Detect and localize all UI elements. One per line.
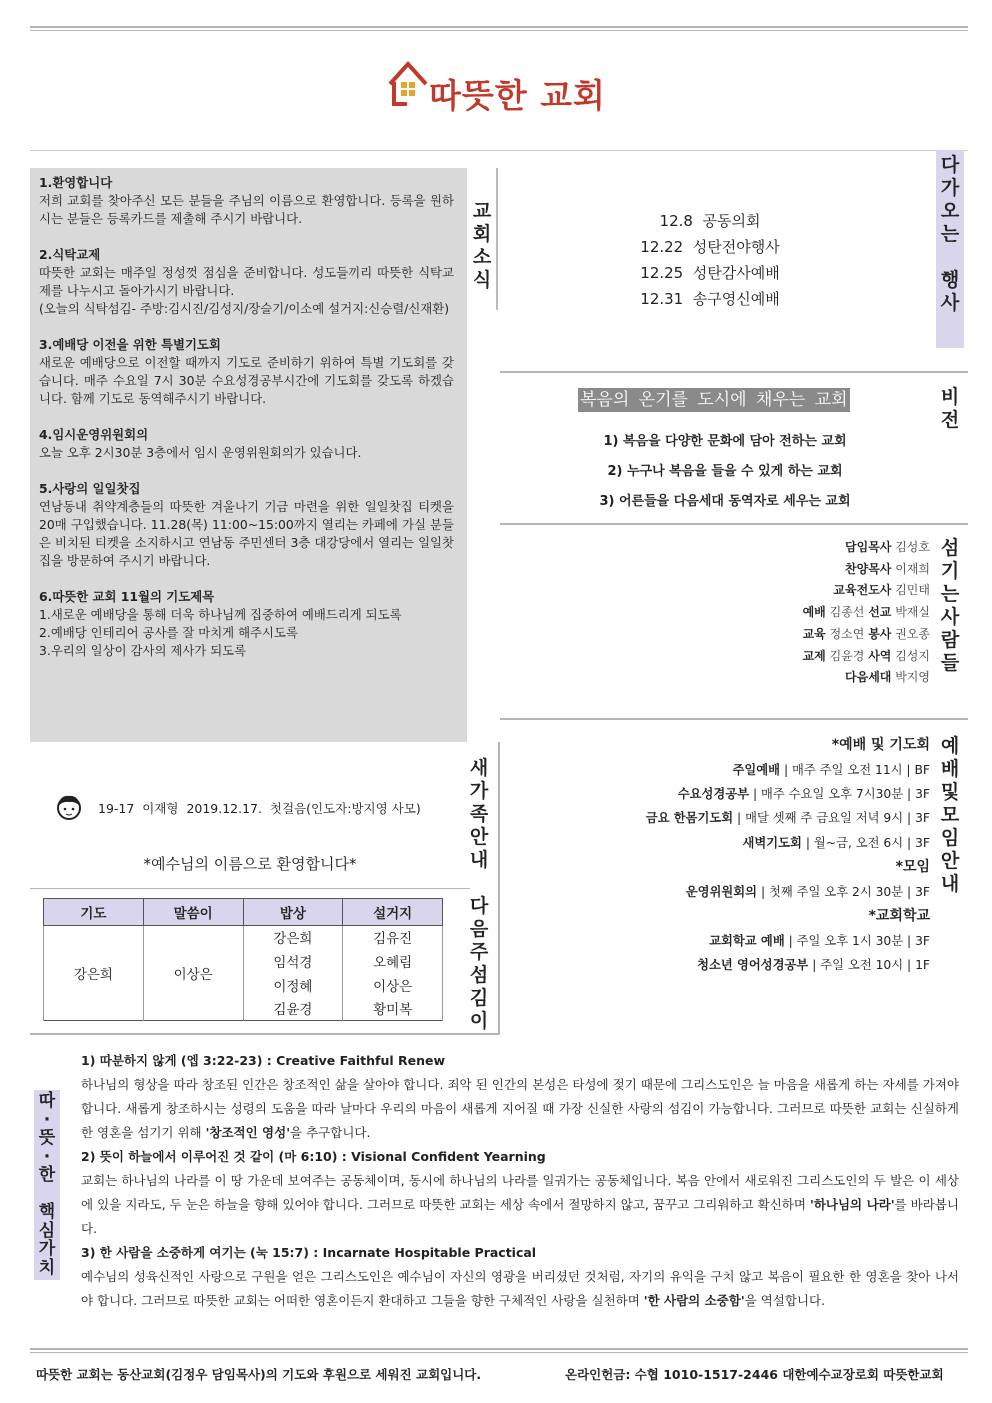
news-item [39, 174, 454, 228]
staff-role: 예배 [802, 605, 826, 620]
worship-row [560, 929, 930, 953]
news-label: 교 회 소 식 [468, 200, 496, 308]
staff-row [600, 537, 930, 559]
worship-detail: | 매주 주일 오전 11시 | BF [780, 763, 930, 777]
staff-row [600, 624, 930, 646]
staff-name: 김종선 [829, 605, 865, 620]
word-cell: 이상은 [143, 926, 243, 1021]
vision-list [500, 427, 950, 517]
header-divider [30, 150, 968, 151]
center-divider [498, 742, 500, 1034]
footer-right: 온라인헌금: 수협 1010-1517-2446 대한예수교장로회 따뜻한교회 [565, 1367, 944, 1382]
values-list [81, 1049, 959, 1313]
header-dishes: 설거지 [343, 899, 443, 926]
news-item-body: 오늘 오후 2시30분 3층에서 임시 운영위원회의가 있습니다. [39, 445, 362, 460]
newfamily-welcome: *예수님의 이름으로 환영합니다* [143, 855, 357, 873]
worship-detail: | 매달 셋째 주 금요일 저녁 9시 | 3F [733, 811, 930, 826]
staff-role: 교육전도사 [833, 583, 892, 598]
staff-role: 교제 [802, 648, 826, 663]
value-body-emphasis: '하나님의 나라' [810, 1197, 895, 1212]
top-rule-thin [30, 30, 968, 31]
news-item-title: 6.따뜻한 교회 11월의 기도제목 [39, 589, 215, 604]
worship-section-heading: *예배 및 기도회 [831, 737, 930, 753]
event-item: 12.31 송구영신예배 [640, 290, 780, 308]
value-body [81, 1265, 959, 1313]
meal-cell: 김윤경 [243, 997, 343, 1021]
worship-name: 청소년 영어성경공부 [697, 958, 809, 973]
staff-name: 김성지 [895, 648, 930, 663]
worship-row [560, 806, 930, 830]
staff-name: 박재실 [895, 605, 930, 620]
nextservice-top-rule [30, 888, 470, 889]
events-label: 다 가 오 는 행 사 [936, 150, 964, 348]
dishes-cell: 이상은 [343, 973, 443, 997]
staff-name: 이재희 [895, 561, 930, 576]
news-item-title: 3.예배당 이전을 위한 특별기도회 [39, 337, 221, 352]
value-body-text: 예수님의 성육신적인 사랑으로 구원을 얻은 그리스도인은 예수님이 자신의 영광을 버리셨던 것처럼, 자기의 유익을 구치 않고 복음이 필요한 한 영혼을 찾아 나서야 합니다. 그러므로 따뜻한 교회는 어떠한 영혼이든지 환대하고 그들을 향한 구체적인 사랑을 실천하며 [81, 1269, 959, 1308]
vision-item: 1) 복음을 다양한 문화에 담아 전하는 교회 [603, 434, 847, 449]
news-item-title: 4.임시운영위원회의 [39, 427, 149, 442]
header-meal: 밥상 [243, 899, 343, 926]
news-item-title: 2.식탁교제 [39, 247, 101, 262]
news-item-body: 따뜻한 교회는 매주일 정성껏 점심을 준비합니다. 성도들끼리 따뜻한 식탁교제를 나누시고 돌아가시기 바랍니다. (오늘의 식탁섬김- 주방:김시진/김성지/장슬기/이소예 설거지:신승렬/신재환) [39, 265, 454, 316]
logo-text: 따뜻한 교회 [429, 76, 606, 115]
staff-role: 교육 [802, 626, 826, 641]
staff-list [600, 537, 930, 689]
events-list [500, 208, 920, 312]
staff-row [600, 602, 930, 624]
header-word: 말씀이 [143, 899, 243, 926]
staff-label: 섬 기 는 사 람 들 [940, 537, 960, 674]
worship-label: 예 배 및 모 임 안 내 [940, 735, 960, 895]
value-body-text: 을 역설합니다. [744, 1293, 826, 1308]
value-body [81, 1073, 959, 1145]
bottom-rule-thin [30, 1352, 968, 1353]
worship-row [560, 758, 930, 782]
worship-section-heading: *모임 [895, 858, 930, 875]
meal-cell: 강은희 [243, 926, 343, 949]
event-item: 12.8 공동의회 [659, 212, 761, 230]
worship-detail: | 매주 수요일 오후 7시30분 | 3F [749, 787, 930, 802]
worship-row [560, 880, 930, 904]
top-rule [30, 26, 968, 28]
vision-label: 비 전 [940, 386, 960, 431]
worship-row [560, 782, 930, 806]
value-body-emphasis: '창조적인 영성' [205, 1125, 291, 1140]
news-list [39, 174, 454, 678]
event-item: 12.25 성탄감사예배 [640, 264, 780, 282]
worship-name: 수요성경공부 [677, 787, 750, 802]
nextservice-table [43, 898, 443, 1021]
meal-cell: 임석경 [243, 949, 343, 973]
value-body-emphasis: '한 사람의 소중함' [643, 1293, 745, 1308]
worship-detail: | 첫째 주일 오후 2시 30분 | 3F [757, 884, 930, 899]
value-body-text: 을 추구합니다. [290, 1125, 371, 1140]
bottom-rule [30, 1348, 968, 1350]
nextservice-label: 다 음 주 섬 김 이 [469, 895, 489, 1032]
news-item [39, 246, 454, 318]
staff-name: 권오종 [895, 626, 930, 641]
event-item: 12.22 성탄전야행사 [640, 238, 780, 256]
staff-row [600, 646, 930, 668]
church-logo [385, 58, 615, 114]
news-item [39, 336, 454, 408]
house-icon [385, 58, 431, 110]
value-body [81, 1169, 959, 1241]
meal-cell: 이정혜 [243, 973, 343, 997]
header-prayer: 기도 [44, 899, 144, 926]
news-item-title: 1.환영합니다 [39, 175, 113, 190]
news-item-body: 연남동내 취약계층들의 따뜻한 겨울나기 기금 마련을 위한 일일찻집 티켓을 20매 구입했습니다. 11.28(목) 11:00~15:00까지 열리는 카페에 가실 분들은 비치된 티켓을 소지하시고 연남동 주민센터 3층 대강당에서 열리는 일일찻집을 방문하여 주시기 바랍니다. [39, 499, 454, 568]
newfamily-label: 새 가 족 안 내 [469, 757, 489, 871]
news-item [39, 588, 454, 660]
worship-detail: | 주일 오후 1시 30분 | 3F [784, 934, 930, 949]
worship-detail: | 월~금, 오전 6시 | 3F [801, 835, 930, 850]
staff-name: 김성호 [895, 540, 930, 554]
staff-role: 봉사 [868, 626, 892, 641]
staff-name: 정소연 [829, 626, 865, 641]
staff-row [600, 559, 930, 581]
worship-row [560, 831, 930, 855]
staff-role: 찬양목사 [845, 561, 892, 576]
values-label: 따 · 뜻 · 한 핵 심 가 치 [34, 1090, 60, 1280]
staff-role: 담임목사 [845, 540, 892, 554]
news-item-title: 5.사랑의 일일찻집 [39, 481, 141, 496]
vision-item: 3) 어른들을 다음세대 동역자로 세우는 교회 [599, 494, 851, 509]
staff-role: 다음세대 [845, 670, 892, 685]
staff-name: 김민태 [895, 583, 930, 598]
staff-name: 박지영 [895, 670, 930, 685]
vision-divider [500, 523, 968, 525]
news-label-rule [496, 168, 498, 310]
worship-name: 주일예배 [732, 763, 781, 777]
worship-section-heading: *교회학교 [868, 908, 930, 925]
value-body-text: 교회는 하나님의 나라를 이 땅 가운데 보여주는 공동체이며, 동시에 하나님의 나라를 일궈가는 공동체입니다. 복음 안에서 새로워진 그리스도인의 두 발은 이 세상에 있을 지라도, 두 눈은 하늘을 향해 있어야 합니다. 그러므로 따뜻한 교회는 세상 속에서 절망하지 않고, 꿈꾸고 그리워하고 확신하며 [81, 1173, 959, 1212]
worship-name: 운영위원회의 [685, 884, 758, 899]
staff-divider [500, 718, 968, 720]
footer-left: 따뜻한 교회는 동산교회(김정우 담임목사)의 기도와 후원으로 세워진 교회입니다. [36, 1367, 482, 1382]
worship-name: 금요 한몸기도회 [645, 811, 734, 826]
dishes-cell: 오혜림 [343, 949, 443, 973]
nextservice-bottom-rule [30, 1033, 500, 1035]
worship-list [560, 733, 930, 977]
vision-item: 2) 누구나 복음을 들을 수 있게 하는 교회 [607, 464, 843, 479]
news-item [39, 426, 454, 462]
staff-name: 김윤경 [829, 648, 865, 663]
news-item-body: 1.새로운 예배당을 통해 더욱 하나님께 집중하여 예배드리게 되도록 2.예배당 인테리어 공사를 잘 마치게 해주시도록 3.우리의 일상이 감사의 제사가 되도록 [39, 607, 402, 658]
news-item-body: 새로운 예배당으로 이전할 때까지 기도로 준비하기 위하여 특별 기도회를 갖습니다. 매주 수요일 7시 30분 수요성경공부시간에 기도회를 갖도록 하겠습니다. 함께 기도로 동역해주시기 바랍니다. [39, 355, 454, 406]
events-divider [500, 371, 968, 373]
prayer-cell: 강은희 [44, 926, 144, 1021]
worship-detail: | 주일 오전 10시 | 1F [808, 958, 930, 973]
person-face-icon [56, 793, 82, 821]
worship-name: 새벽기도회 [742, 835, 802, 850]
value-body-text: 하나님의 형상을 따라 창조된 인간은 창조적인 삶을 살아야 합니다. 죄악 된 인간의 본성은 타성에 젖기 때문에 그리스도인은 늘 마음을 새롭게 하는 자세를 가져야합니다. 새롭게 창조하시는 성령의 도움을 따라 날마다 우리의 마음이 새롭게 지어질 때 가장 신실한 사랑의 섬김이 가능합니다. 그러므로 따뜻한 교회는 신실하게 한 영혼을 섬기기 위해 [81, 1077, 959, 1140]
value-title: 2) 뜻이 하늘에서 이루어진 것 같이 (마 6:10) : Visional Confident Yearning [81, 1149, 546, 1164]
staff-role: 선교 [868, 605, 892, 620]
vision-slogan: 복음의 온기를 도시에 채우는 교회 [580, 390, 848, 410]
news-item-body: 저희 교회를 찾아주신 모든 분들을 주님의 이름으로 환영합니다. 등록을 원하시는 분들은 등록카드를 제출해 주시기 바랍니다. [39, 193, 454, 226]
value-body-text: 를 바라봅니다. [81, 1197, 959, 1236]
worship-name: 교회학교 예배 [709, 934, 785, 949]
staff-row [600, 580, 930, 602]
news-item [39, 480, 454, 570]
worship-row [560, 953, 930, 977]
staff-role: 사역 [868, 648, 892, 663]
nextservice-table-wrap [43, 898, 443, 1021]
value-title: 3) 한 사람을 소중하게 여기는 (눅 15:7) : Incarnate Hospitable Practical [81, 1245, 537, 1260]
value-title: 1) 따분하지 않게 (엡 3:22-23) : Creative Faithful Renew [81, 1053, 446, 1068]
dishes-cell: 김유진 [343, 926, 443, 949]
newfamily-entry: 19-17 이재형 2019.12.17. 첫걸음(인도자:방지영 사모) [98, 801, 421, 816]
staff-row [600, 667, 930, 689]
dishes-cell: 황미복 [343, 997, 443, 1021]
